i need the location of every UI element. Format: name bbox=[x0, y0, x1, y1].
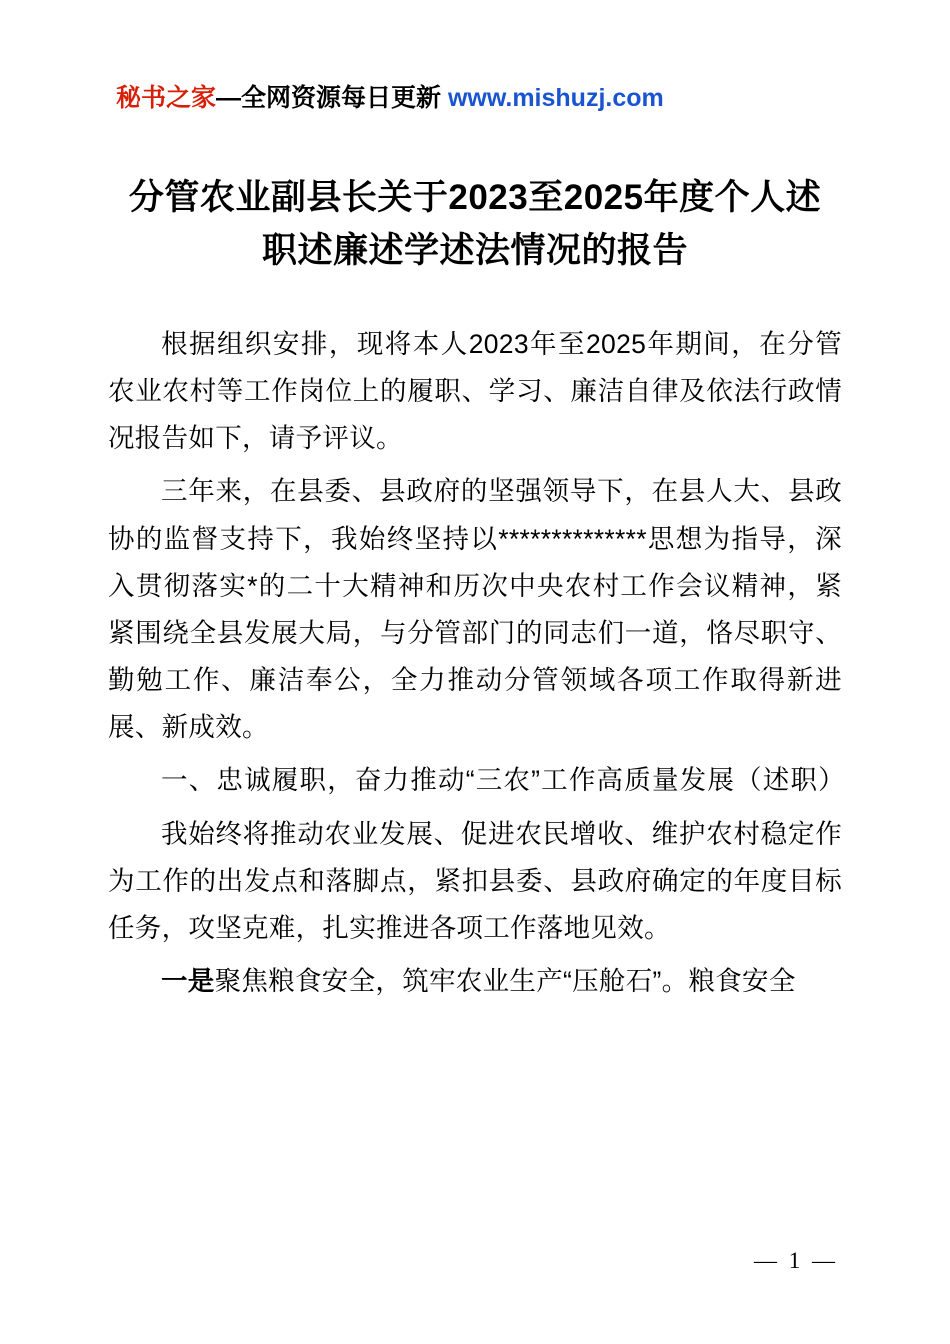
site-watermark-header bbox=[116, 78, 842, 114]
site-tagline-label: —全网资源每日更新 bbox=[216, 84, 448, 112]
paragraph-4-lead: 一是 bbox=[161, 966, 215, 997]
page-title: 分管农业副县长关于2023至2025年度个人述职述廉述学述法情况的报告 bbox=[128, 178, 822, 270]
site-brand-label: 秘书之家 bbox=[116, 84, 217, 112]
site-url-link[interactable]: www.mishuzj.com bbox=[447, 84, 664, 112]
paragraph-3: 我始终将推动农业发展、促进农民增收、维护农村稳定作为工作的出发点和落脚点，紧扣县委、县政府确定的年度目标任务，攻坚克难，扎实推进各项工作落地见效。 bbox=[108, 818, 842, 943]
document-body bbox=[108, 321, 846, 1005]
paragraph-2: 三年来，在县委、县政府的坚强领导下，在县人大、县政协的监督支持下，我始终坚持以**************思想为指导，深入贯彻落实*的二十大精神和历次中央农村工作会议精神，紧紧围绕全县发展大局，与分管部门的同志们一道，恪尽职守、勤勉工作、廉洁奉公，全力推动分管领域各项工作取得新进展、新成效。 bbox=[108, 476, 842, 743]
paragraph-4 bbox=[108, 958, 842, 1005]
paragraph-1: 根据组织安排，现将本人2023年至2025年期间，在分管农业农村等工作岗位上的履职、学习、廉洁自律及依法行政情况报告如下，请予评议。 bbox=[108, 329, 842, 454]
page-number: — 1 — bbox=[754, 1248, 838, 1273]
section-heading-1: 一、忠诚履职，奋力推动“三农”工作高质量发展（述职） bbox=[161, 765, 846, 796]
paragraph-4-text: 聚焦粮食安全，筑牢农业生产“压舱石”。粮食安全 bbox=[214, 966, 796, 997]
